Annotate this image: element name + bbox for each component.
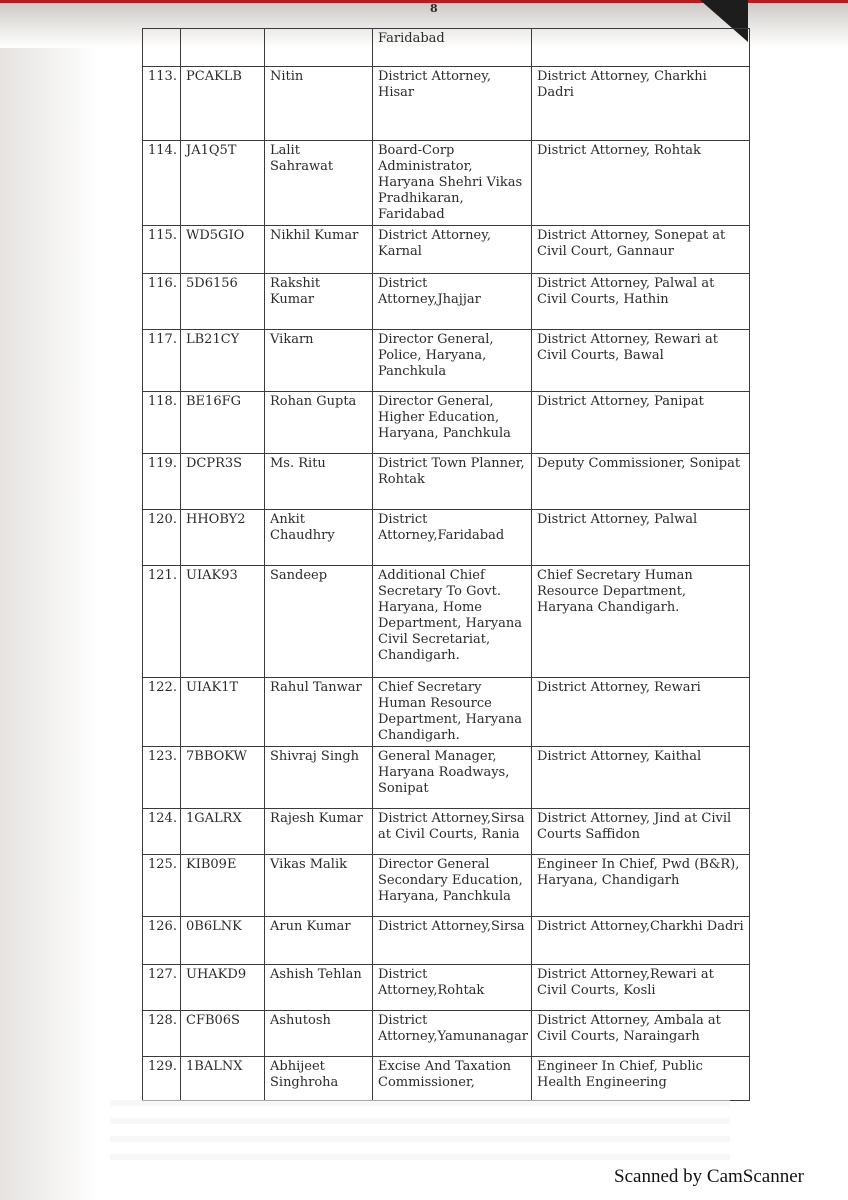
posted-from: Board-Corp Administrator, Haryana Shehri Vikas Pradhikaran, Faridabad [373,141,532,226]
posted-to: Chief Secretary Human Resource Department, Haryana Chandigarh. [532,566,750,678]
employee-name: Rahul Tanwar [265,678,373,747]
table-row [143,566,750,678]
table-row [143,226,750,274]
employee-id: 1BALNX [181,1057,265,1101]
employee-name: Rohan Gupta [265,392,373,454]
employee-id: UIAK1T [181,678,265,747]
scanner-watermark: Scanned by CamScanner [614,1166,804,1187]
employee-id: UIAK93 [181,566,265,678]
employee-id: DCPR3S [181,454,265,510]
employee-name: Arun Kumar [265,917,373,965]
employee-id: PCAKLB [181,67,265,141]
posted-to: District Attorney,Rewari at Civil Courts, Kosli [532,965,750,1011]
table-row [143,454,750,510]
table-row [143,855,750,917]
employee-name: Nitin [265,67,373,141]
serial-number: 116. [143,274,181,330]
posted-to: District Attorney, Charkhi Dadri [532,67,750,141]
table-row [143,678,750,747]
serial-number: 127. [143,965,181,1011]
employee-name: Abhijeet Singhroha [265,1057,373,1101]
employee-name: Sandeep [265,566,373,678]
serial-number: 119. [143,454,181,510]
employee-name: Ankit Chaudhry [265,510,373,566]
serial-number [143,29,181,67]
employee-id: 1GALRX [181,809,265,855]
posted-to: District Attorney, Panipat [532,392,750,454]
employee-id: BE16FG [181,392,265,454]
employee-id [181,29,265,67]
table-row [143,917,750,965]
posted-to: District Attorney, Ambala at Civil Courts, Naraingarh [532,1011,750,1057]
posted-from: Additional Chief Secretary To Govt. Haryana, Home Department, Haryana Civil Secretariat, Chandigarh. [373,566,532,678]
employee-name: Ms. Ritu [265,454,373,510]
employee-id: UHAKD9 [181,965,265,1011]
employee-id: 5D6156 [181,274,265,330]
posted-from: District Attorney,Rohtak [373,965,532,1011]
posted-to: District Attorney,Charkhi Dadri [532,917,750,965]
employee-name: Ashish Tehlan [265,965,373,1011]
serial-number: 121. [143,566,181,678]
employee-id: 7BBOKW [181,747,265,809]
posted-to: District Attorney, Palwal at Civil Courts, Hathin [532,274,750,330]
employee-name: Rakshit Kumar [265,274,373,330]
posted-to: District Attorney, Rewari at Civil Courts, Bawal [532,330,750,392]
posted-to: District Attorney, Palwal [532,510,750,566]
page-shadow [0,0,100,1200]
table-row [143,67,750,141]
employee-name: Vikarn [265,330,373,392]
posted-to [532,29,750,67]
posted-from: Chief Secretary Human Resource Department, Haryana Chandigarh. [373,678,532,747]
posted-to: District Attorney, Rohtak [532,141,750,226]
employee-name [265,29,373,67]
serial-number: 124. [143,809,181,855]
table-row [143,747,750,809]
posted-from: District Attorney, Hisar [373,67,532,141]
posted-from: District Attorney,Sirsa [373,917,532,965]
employee-name: Rajesh Kumar [265,809,373,855]
serial-number: 117. [143,330,181,392]
employee-id: KIB09E [181,855,265,917]
posted-from: District Attorney,Yamunanagar [373,1011,532,1057]
posted-from: General Manager, Haryana Roadways, Sonipat [373,747,532,809]
employee-id: JA1Q5T [181,141,265,226]
table-row [143,392,750,454]
posted-to: Engineer In Chief, Pwd (B&R), Haryana, Chandigarh [532,855,750,917]
employee-name: Nikhil Kumar [265,226,373,274]
posted-from: Director General, Police, Haryana, Panchkula [373,330,532,392]
posted-to: District Attorney, Sonepat at Civil Court, Gannaur [532,226,750,274]
serial-number: 115. [143,226,181,274]
serial-number: 122. [143,678,181,747]
serial-number: 125. [143,855,181,917]
table-row [143,274,750,330]
employee-name: Ashutosh [265,1011,373,1057]
posted-to: District Attorney, Rewari [532,678,750,747]
employee-id: CFB06S [181,1011,265,1057]
transfer-table [142,28,750,1101]
table-row [143,510,750,566]
table-row [143,29,750,67]
table-row [143,1057,750,1101]
posted-to: Engineer In Chief, Public Health Engineering [532,1057,750,1101]
posted-to: Deputy Commissioner, Sonipat [532,454,750,510]
posted-from: District Attorney,Jhajjar [373,274,532,330]
serial-number: 120. [143,510,181,566]
posted-from: District Attorney,Faridabad [373,510,532,566]
posted-from: District Attorney, Karnal [373,226,532,274]
faded-bleed-through [110,1100,730,1170]
posted-from: Excise And Taxation Commissioner, [373,1057,532,1101]
table-row [143,141,750,226]
table-row [143,809,750,855]
serial-number: 114. [143,141,181,226]
posted-from: Faridabad [373,29,532,67]
posted-from: District Town Planner, Rohtak [373,454,532,510]
table-row [143,1011,750,1057]
employee-id: WD5GIO [181,226,265,274]
serial-number: 123. [143,747,181,809]
posted-to: District Attorney, Jind at Civil Courts Saffidon [532,809,750,855]
employee-id: LB21CY [181,330,265,392]
table-row [143,965,750,1011]
posted-from: Director General Secondary Education, Haryana, Panchkula [373,855,532,917]
posted-from: Director General, Higher Education, Haryana, Panchkula [373,392,532,454]
employee-id: 0B6LNK [181,917,265,965]
serial-number: 126. [143,917,181,965]
posted-from: District Attorney,Sirsa at Civil Courts, Rania [373,809,532,855]
employee-name: Shivraj Singh [265,747,373,809]
serial-number: 129. [143,1057,181,1101]
serial-number: 113. [143,67,181,141]
page-number: 8 [430,2,438,15]
table-row [143,330,750,392]
serial-number: 128. [143,1011,181,1057]
employee-name: Lalit Sahrawat [265,141,373,226]
serial-number: 118. [143,392,181,454]
employee-name: Vikas Malik [265,855,373,917]
posted-to: District Attorney, Kaithal [532,747,750,809]
employee-id: HHOBY2 [181,510,265,566]
